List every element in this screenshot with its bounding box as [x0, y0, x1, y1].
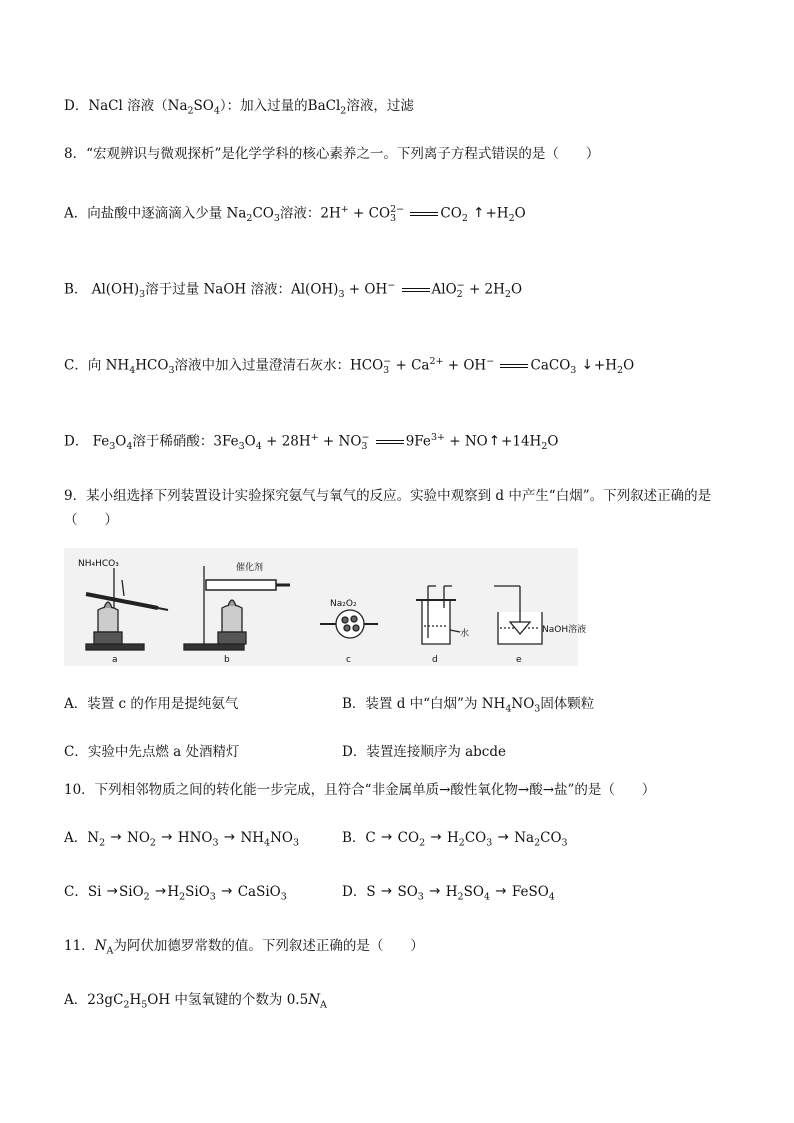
- label-nh4hco3: NH₄HCO₃: [78, 559, 119, 569]
- q8-option-b: B． $Al(OH)_3$溶于过量 NaOH 溶液：$Al(OH)_3 + OH^-$ $AlO_2^- + 2H_2O$: [64, 280, 523, 301]
- apparatus-diagram: [64, 548, 587, 666]
- label-na2o2: Na₂O₂: [330, 599, 357, 609]
- label-c: c: [346, 655, 351, 665]
- alcohol-lamp-a: [98, 607, 118, 632]
- q9-option-a: A．装置 c 的作用是提纯氨气: [64, 696, 239, 712]
- q8-stem: 8．“宏观辨识与微观探析”是化学学科的核心素养之一。下列离子方程式错误的是（ ）: [64, 146, 600, 162]
- bulb-c: [336, 610, 364, 638]
- lamp-base-a: [94, 632, 122, 644]
- label-water: 水: [460, 629, 470, 639]
- q9-option-d: D．装置连接顺序为 abcde: [342, 744, 506, 760]
- stand-b-base: [184, 644, 244, 650]
- alcohol-lamp-b: [222, 605, 242, 632]
- q8-option-a: A．向盐酸中逐滴滴入少量 $Na_2CO_3$溶液：$2H^+ + CO_3^{2-}$ $CO_2$ $↑+H_2O$: [64, 204, 526, 225]
- q9-stem-line2: （ ）: [64, 512, 118, 528]
- equals-sign: [376, 438, 404, 446]
- label-a: a: [112, 655, 118, 665]
- stand-a-base: [86, 644, 144, 650]
- q10-option-b: B．$C \to CO_2 \to H_2CO_3 \to Na_2CO_3$: [342, 829, 568, 849]
- label-e: e: [516, 655, 522, 665]
- q8-option-c: C．向 $NH_4HCO_3$溶液中加入过量澄清石灰水：$HCO_3^- + Ca^{2+} + OH^-$ CaCO$_3$ $↓+H_2O$: [64, 356, 635, 377]
- clamp-a: [122, 580, 124, 596]
- bottle-d: [422, 600, 450, 644]
- label-d: d: [432, 655, 438, 665]
- equals-sign: [410, 210, 438, 218]
- q11-stem: 11．$N_A$为阿伏加德罗常数的值。下列叙述正确的是（ ）: [64, 938, 424, 957]
- test-tube-a: [86, 594, 158, 608]
- label-naoh: NaOH溶液: [542, 625, 587, 635]
- equals-sign: [500, 362, 528, 370]
- q8-option-d: D． $Fe_3O_4$溶于稀硝酸：$3Fe_3O_4 + 28H^+ + NO_3^-$ $9Fe^{3+}$ + $NO↑+14H_2O$: [64, 432, 559, 453]
- label-catalyst: 催化剂: [236, 563, 264, 573]
- flame-a: [104, 602, 112, 608]
- flame-b: [228, 600, 236, 606]
- q10-option-a: A．$N_2 \to NO_2 \to HNO_3 \to NH_4NO_3$: [64, 829, 300, 849]
- lamp-base-b: [218, 632, 246, 644]
- q10-stem: 10．下列相邻物质之间的转化能一步完成，且符合“非金属单质→酸性氧化物→酸→盐”的是（ ）: [64, 782, 656, 798]
- q9-stem-line1: 9．某小组选择下列装置设计实验探究氨气与氧气的反应。实验中观察到 d 中产生“白烟”。下列叙述正确的是: [64, 488, 712, 504]
- catalyst-tube-b: [206, 580, 276, 590]
- q10-option-c: C．$Si \to SiO_2 \to H_2SiO_3$ → CaSiO$_3$: [64, 883, 287, 903]
- equals-sign: [402, 286, 430, 294]
- q11-option-a: A．$23gC_2H_5OH$ 中氢氧键的个数为 $0.5N_A$: [64, 992, 327, 1011]
- tube-outlet-a: [158, 608, 168, 610]
- q9-option-b: B．装置 d 中“白烟”为 $NH_4NO_3$固体颗粒: [342, 696, 595, 715]
- q9-option-c: C．实验中先点燃 a 处酒精灯: [64, 744, 240, 760]
- label-b: b: [224, 655, 230, 665]
- q10-option-d: D．$S \to SO_3 \to H_2SO_4$ → FeSO$_4$: [342, 883, 555, 903]
- apparatus-figure: [64, 548, 587, 666]
- q7-option-d: D．NaCl 溶液$(Na_2SO_4)$：加入过量的BaCl$_2$溶液，过滤: [64, 98, 414, 117]
